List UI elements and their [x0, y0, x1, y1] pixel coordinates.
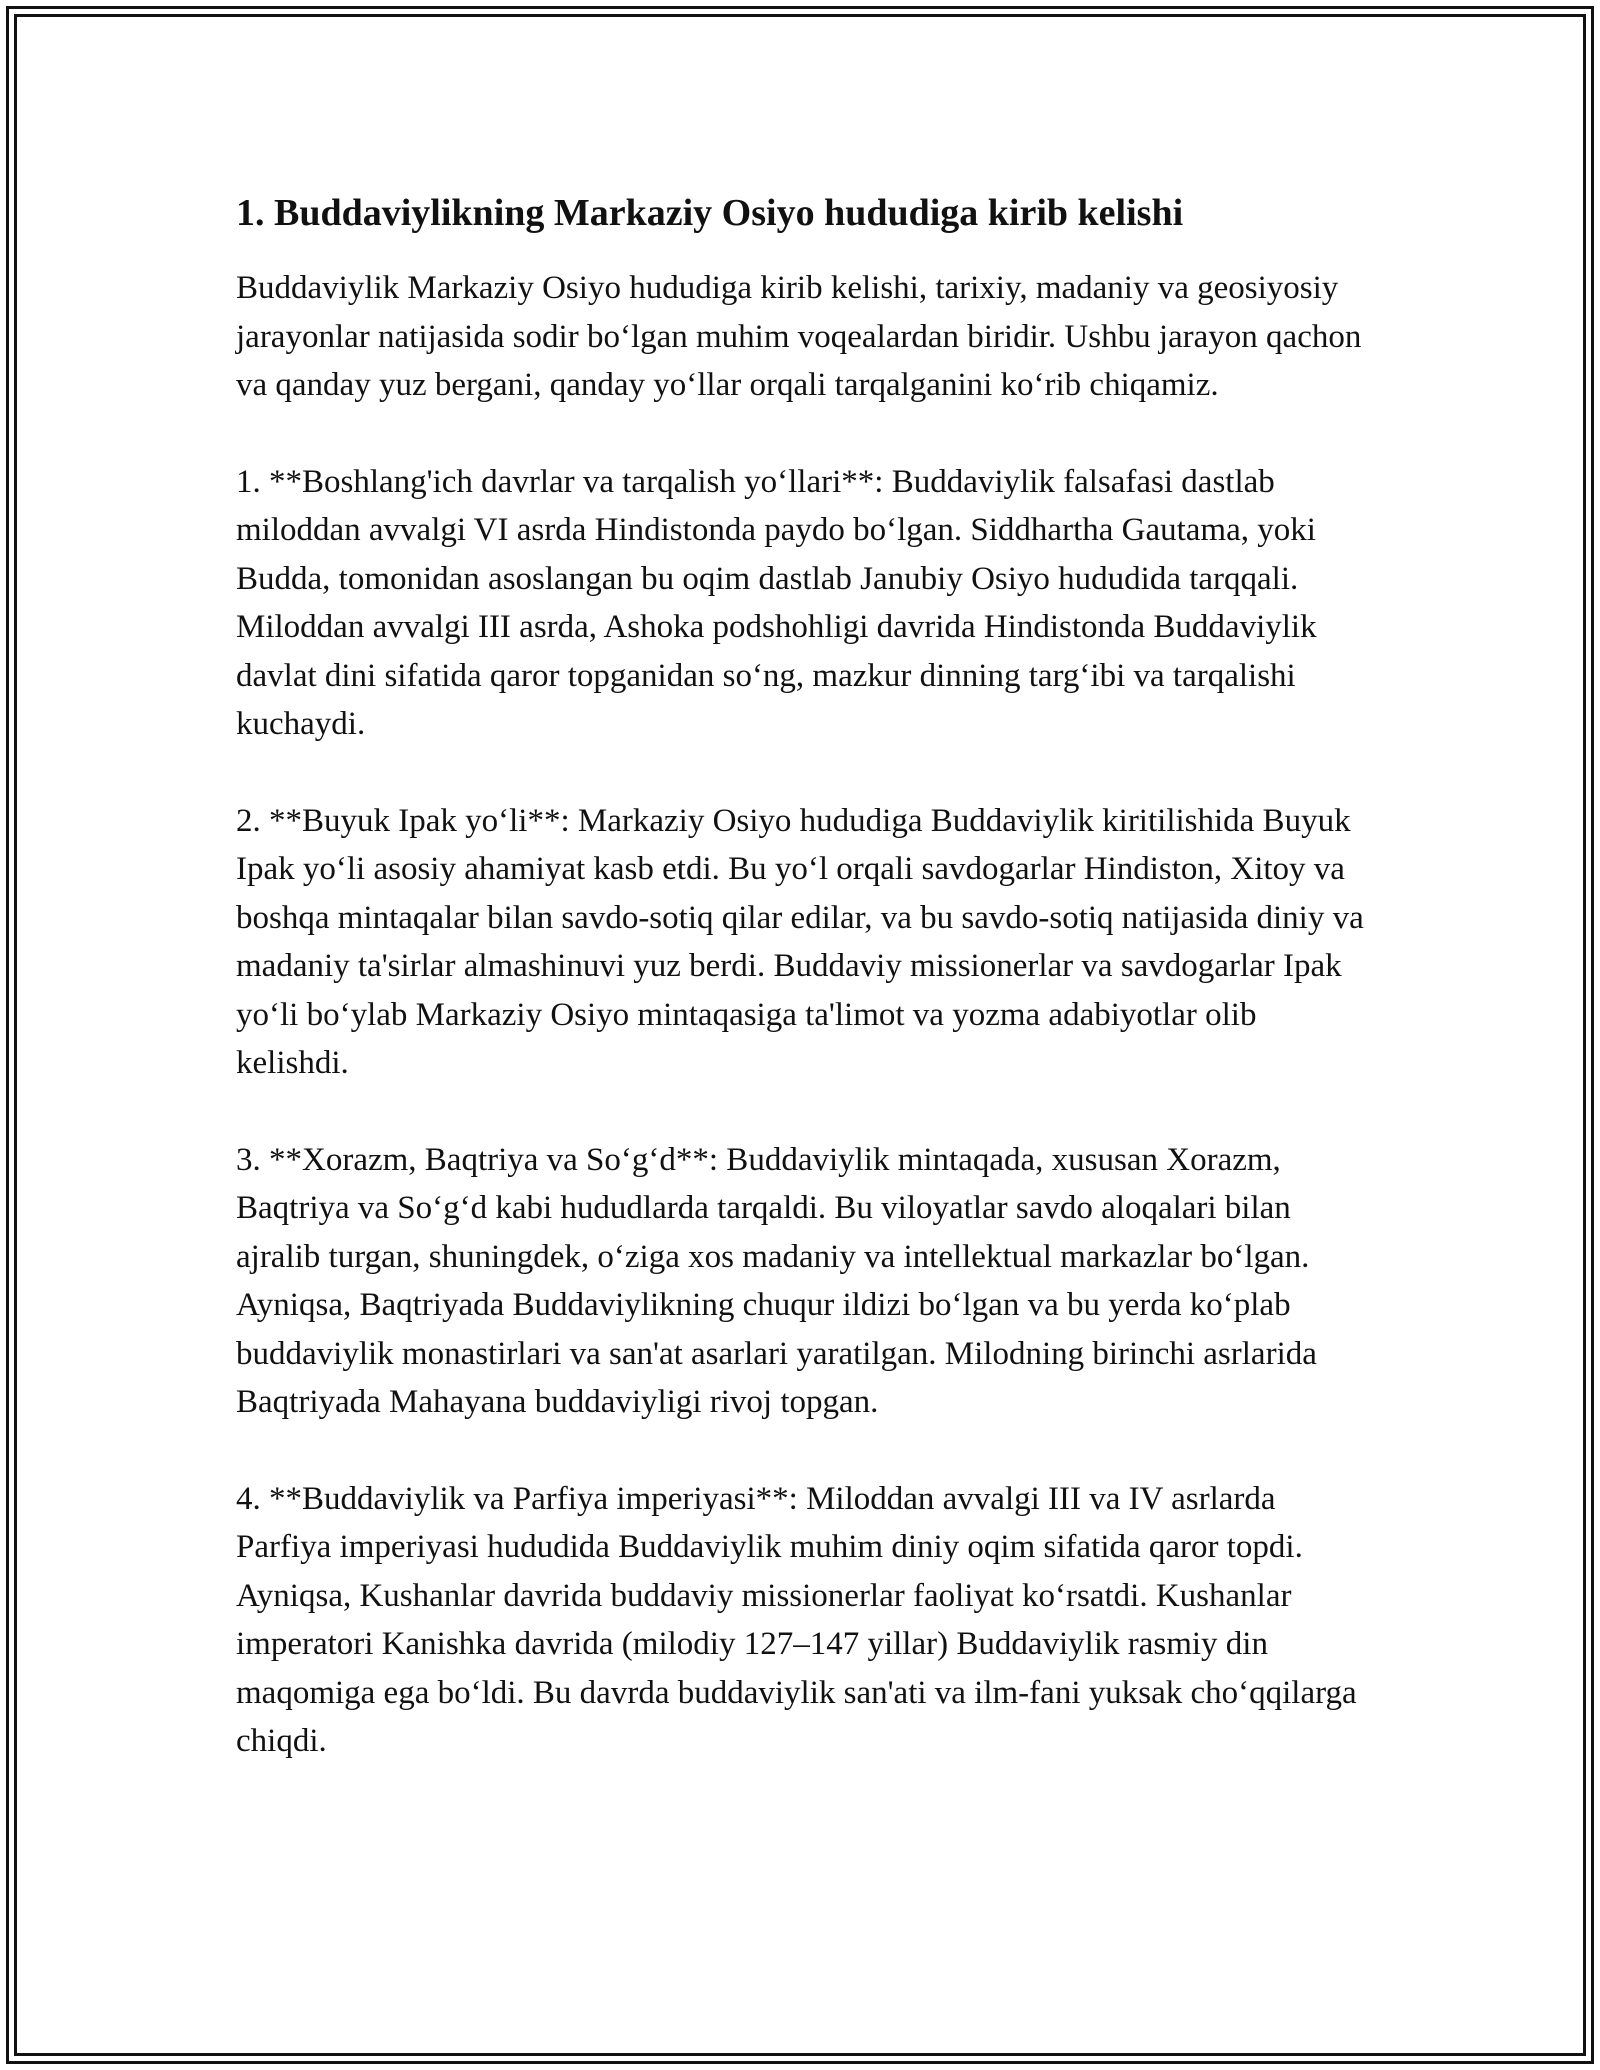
document-body [236, 188, 1376, 1766]
section-paragraph-2: 2. **Buyuk Ipak yo‘li**: Markaziy Osiyo hududiga Buddaviylik kiritilishida Buyuk Ipak yo‘li asosiy ahamiyat kasb etdi. Bu yo‘l orqali savdogarlar Hindiston, Xitoy va boshqa mintaqalar bilan savdo-sotiq qilar edilar, va bu savdo-sotiq natijasida diniy va madaniy ta'sirlar almashinuvi yuz berdi. Buddaviy missionerlar va savdogarlar Ipak yo‘li bo‘ylab Markaziy Osiyo mintaqasiga ta'limot va yozma adabiyotlar olib kelishdi. [236, 802, 1364, 1081]
intro-paragraph: Buddaviylik Markaziy Osiyo hududiga kirib kelishi, tarixiy, madaniy va geosiyosiy jarayonlar natijasida sodir bo‘lgan muhim voqealardan biridir. Ushbu jarayon qachon va qanday yuz bergani, qanday yo‘llar orqali tarqalganini ko‘rib chiqamiz. [236, 270, 1362, 403]
section-paragraph-3: 3. **Xorazm, Baqtriya va So‘g‘d**: Buddaviylik mintaqada, xususan Xorazm, Baqtriya va So‘g‘d kabi hududlarda tarqaldi. Bu viloyatlar savdo aloqalari bilan ajralib turgan, shuningdek, o‘ziga xos madaniy va intellektual markazlar bo‘lgan. Ayniqsa, Baqtriyada Buddaviylikning chuqur ildizi bo‘lgan va bu yerda ko‘plab buddaviylik monastirlari va san'at asarlari yaratilgan. Milodning birinchi asrlarida Baqtriyada Mahayana buddaviyligi rivoj topgan. [236, 1141, 1317, 1420]
section-paragraph-1: 1. **Boshlang'ich davrlar va tarqalish yo‘llari**: Buddaviylik falsafasi dastlab miloddan avvalgi VI asrda Hindistonda paydo bo‘lgan. Siddhartha Gautama, yoki Budda, tomonidan asoslangan bu oqim dastlab Janubiy Osiyo hududida tarqqali. Miloddan avvalgi III asrda, Ashoka podshohligi davrida Hindistonda Buddaviylik davlat dini sifatida qaror topganidan so‘ng, mazkur dinning targ‘ibi va tarqalishi kuchaydi. [236, 463, 1317, 742]
section-paragraph-4: 4. **Buddaviylik va Parfiya imperiyasi**: Miloddan avvalgi III va IV asrlarda Parfiya imperiyasi hududida Buddaviylik muhim diniy oqim sifatida qaror topdi. Ayniqsa, Kushanlar davrida buddaviy missionerlar faoliyat ko‘rsatdi. Kushanlar imperatori Kanishka davrida (milodiy 127–147 yillar) Buddaviylik rasmiy din maqomiga ega bo‘ldi. Bu davrda buddaviylik san'ati va ilm-fani yuksak cho‘qqilarga chiqdi. [236, 1480, 1357, 1759]
document-title: 1. Buddaviylikning Markaziy Osiyo hududiga kirib kelishi [236, 192, 1184, 234]
